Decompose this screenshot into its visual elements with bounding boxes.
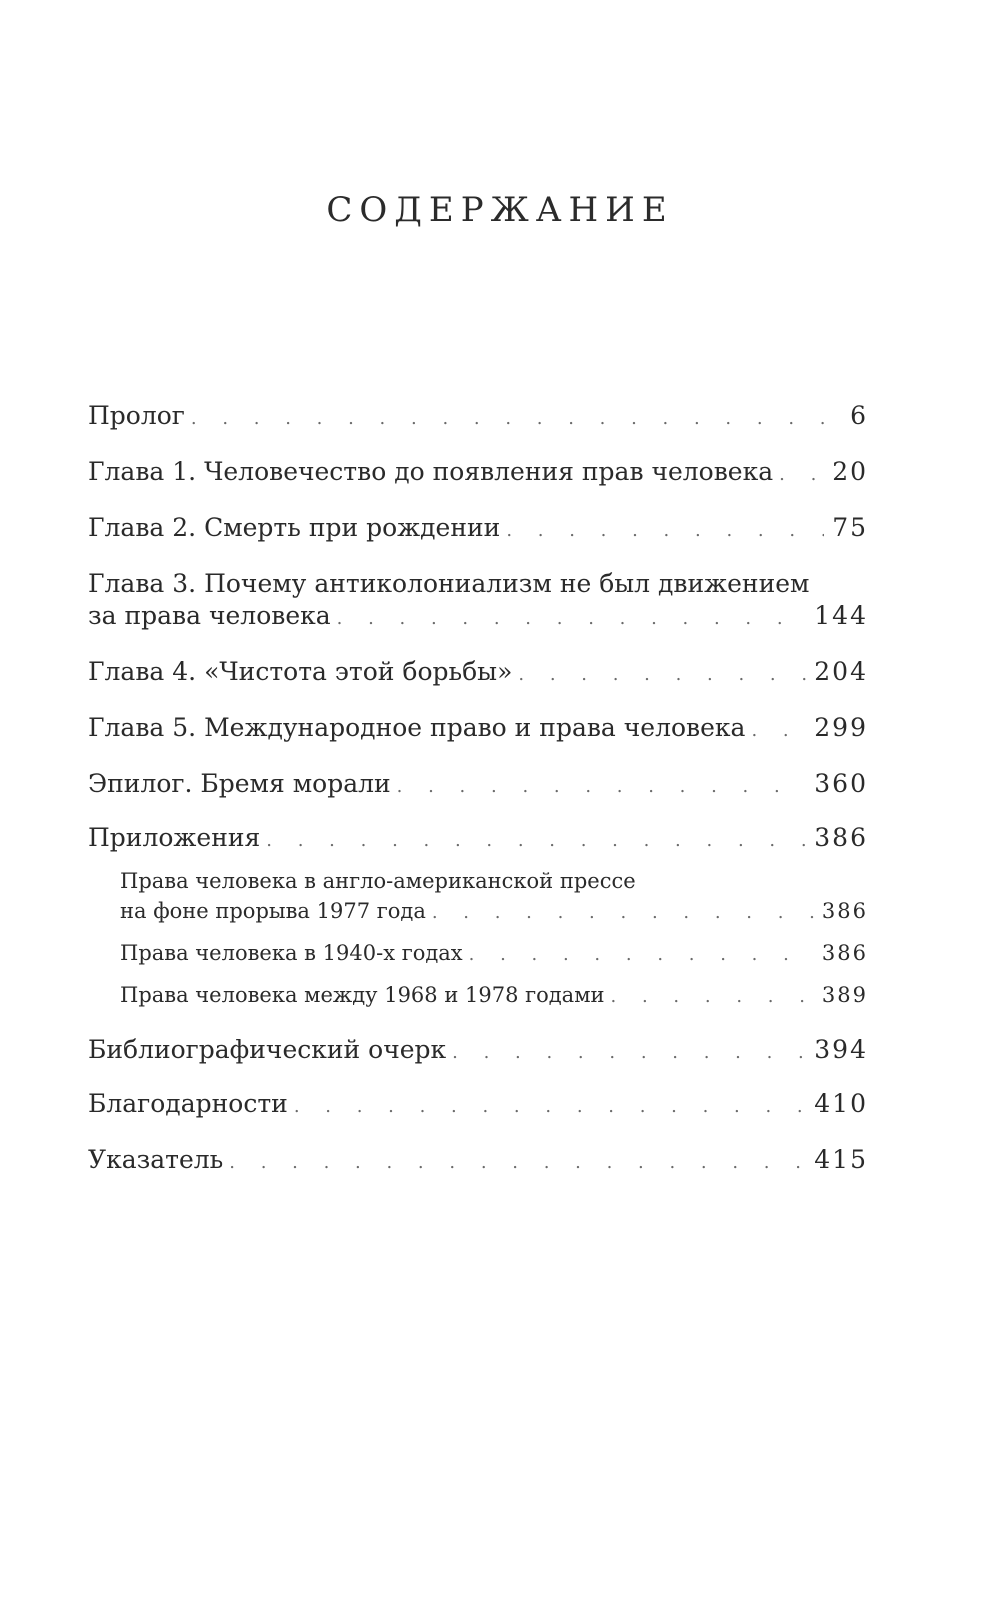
toc-entry-chapter-3[interactable]: [88, 600, 868, 635]
toc-entry-chapter-1[interactable]: [88, 456, 868, 491]
toc-entry-page: 20: [832, 457, 868, 486]
dot-leader: [229, 1147, 806, 1179]
toc-entry-label: Глава 1. Человечество до появления прав человека: [88, 457, 774, 486]
toc-entry-page: 394: [814, 1035, 868, 1064]
dot-leader: [337, 603, 807, 635]
toc-entry-page: 415: [814, 1145, 868, 1174]
dot-leader: [452, 1037, 806, 1069]
toc-entry-index[interactable]: [88, 1144, 868, 1179]
dot-leader: [397, 771, 807, 803]
dot-leader: [266, 825, 806, 857]
toc-entry-chapter-4[interactable]: [88, 656, 868, 691]
toc-subentry-appendix-2[interactable]: [120, 938, 868, 970]
toc-entry-page: 410: [814, 1089, 868, 1118]
toc-entry-page: 360: [814, 769, 868, 798]
toc-entry-chapter-3-line1[interactable]: Глава 3. Почему антиколониализм не был движением: [88, 569, 810, 598]
toc-entry-label: Глава 2. Смерть при рождении: [88, 513, 501, 542]
toc-subentry-appendix-1[interactable]: [120, 896, 868, 928]
toc-entry-prologue[interactable]: [88, 400, 868, 435]
table-of-contents: [88, 0, 868, 1606]
toc-subentry-appendix-3[interactable]: [120, 980, 868, 1012]
toc-entry-label: Приложения: [88, 823, 261, 852]
dot-leader: [432, 898, 814, 928]
toc-entry-label: на фоне прорыва 1977 года: [120, 899, 426, 923]
dot-leader: [191, 403, 842, 435]
toc-entry-acknowledgements[interactable]: [88, 1088, 868, 1123]
toc-entry-page: 6: [850, 401, 868, 430]
toc-subentry-appendix-1-line1[interactable]: Права человека в англо-американской прессе: [120, 869, 636, 893]
toc-entry-page: 389: [821, 983, 868, 1007]
toc-entry-label: Эпилог. Бремя морали: [88, 769, 391, 798]
dot-leader: [779, 459, 824, 491]
toc-entry-page: 75: [832, 513, 868, 542]
toc-entry-label: Благодарности: [88, 1089, 288, 1118]
toc-entry-page: 386: [821, 899, 868, 923]
dot-leader: [294, 1091, 806, 1123]
toc-entry-label: Пролог: [88, 401, 185, 430]
dot-leader: [751, 715, 806, 747]
toc-entry-page: 386: [821, 941, 868, 965]
toc-entry-label: за права человека: [88, 601, 331, 630]
toc-entry-epilogue[interactable]: [88, 768, 868, 803]
toc-entry-page: 144: [814, 601, 868, 630]
toc-entry-label: Глава 4. «Чистота этой борьбы»: [88, 657, 513, 686]
toc-entry-label: Права человека между 1968 и 1978 годами: [120, 983, 605, 1007]
toc-entry-label: Глава 5. Международное право и права человека: [88, 713, 746, 742]
dot-leader: [611, 982, 814, 1012]
toc-entry-label: Указатель: [88, 1145, 224, 1174]
toc-entry-label: Библиографический очерк: [88, 1035, 447, 1064]
dot-leader: [469, 940, 814, 970]
toc-entry-chapter-5[interactable]: [88, 712, 868, 747]
toc-entry-page: 299: [814, 713, 868, 742]
dot-leader: [506, 515, 824, 547]
toc-entry-bibliography[interactable]: [88, 1034, 868, 1069]
page-title: СОДЕРЖАНИЕ: [326, 190, 674, 230]
dot-leader: [518, 659, 806, 691]
toc-entry-page: 386: [814, 823, 868, 852]
toc-entry-page: 204: [814, 657, 868, 686]
toc-entry-appendices[interactable]: [88, 822, 868, 857]
toc-entry-label: Права человека в 1940-х годах: [120, 941, 463, 965]
toc-entry-chapter-2[interactable]: [88, 512, 868, 547]
